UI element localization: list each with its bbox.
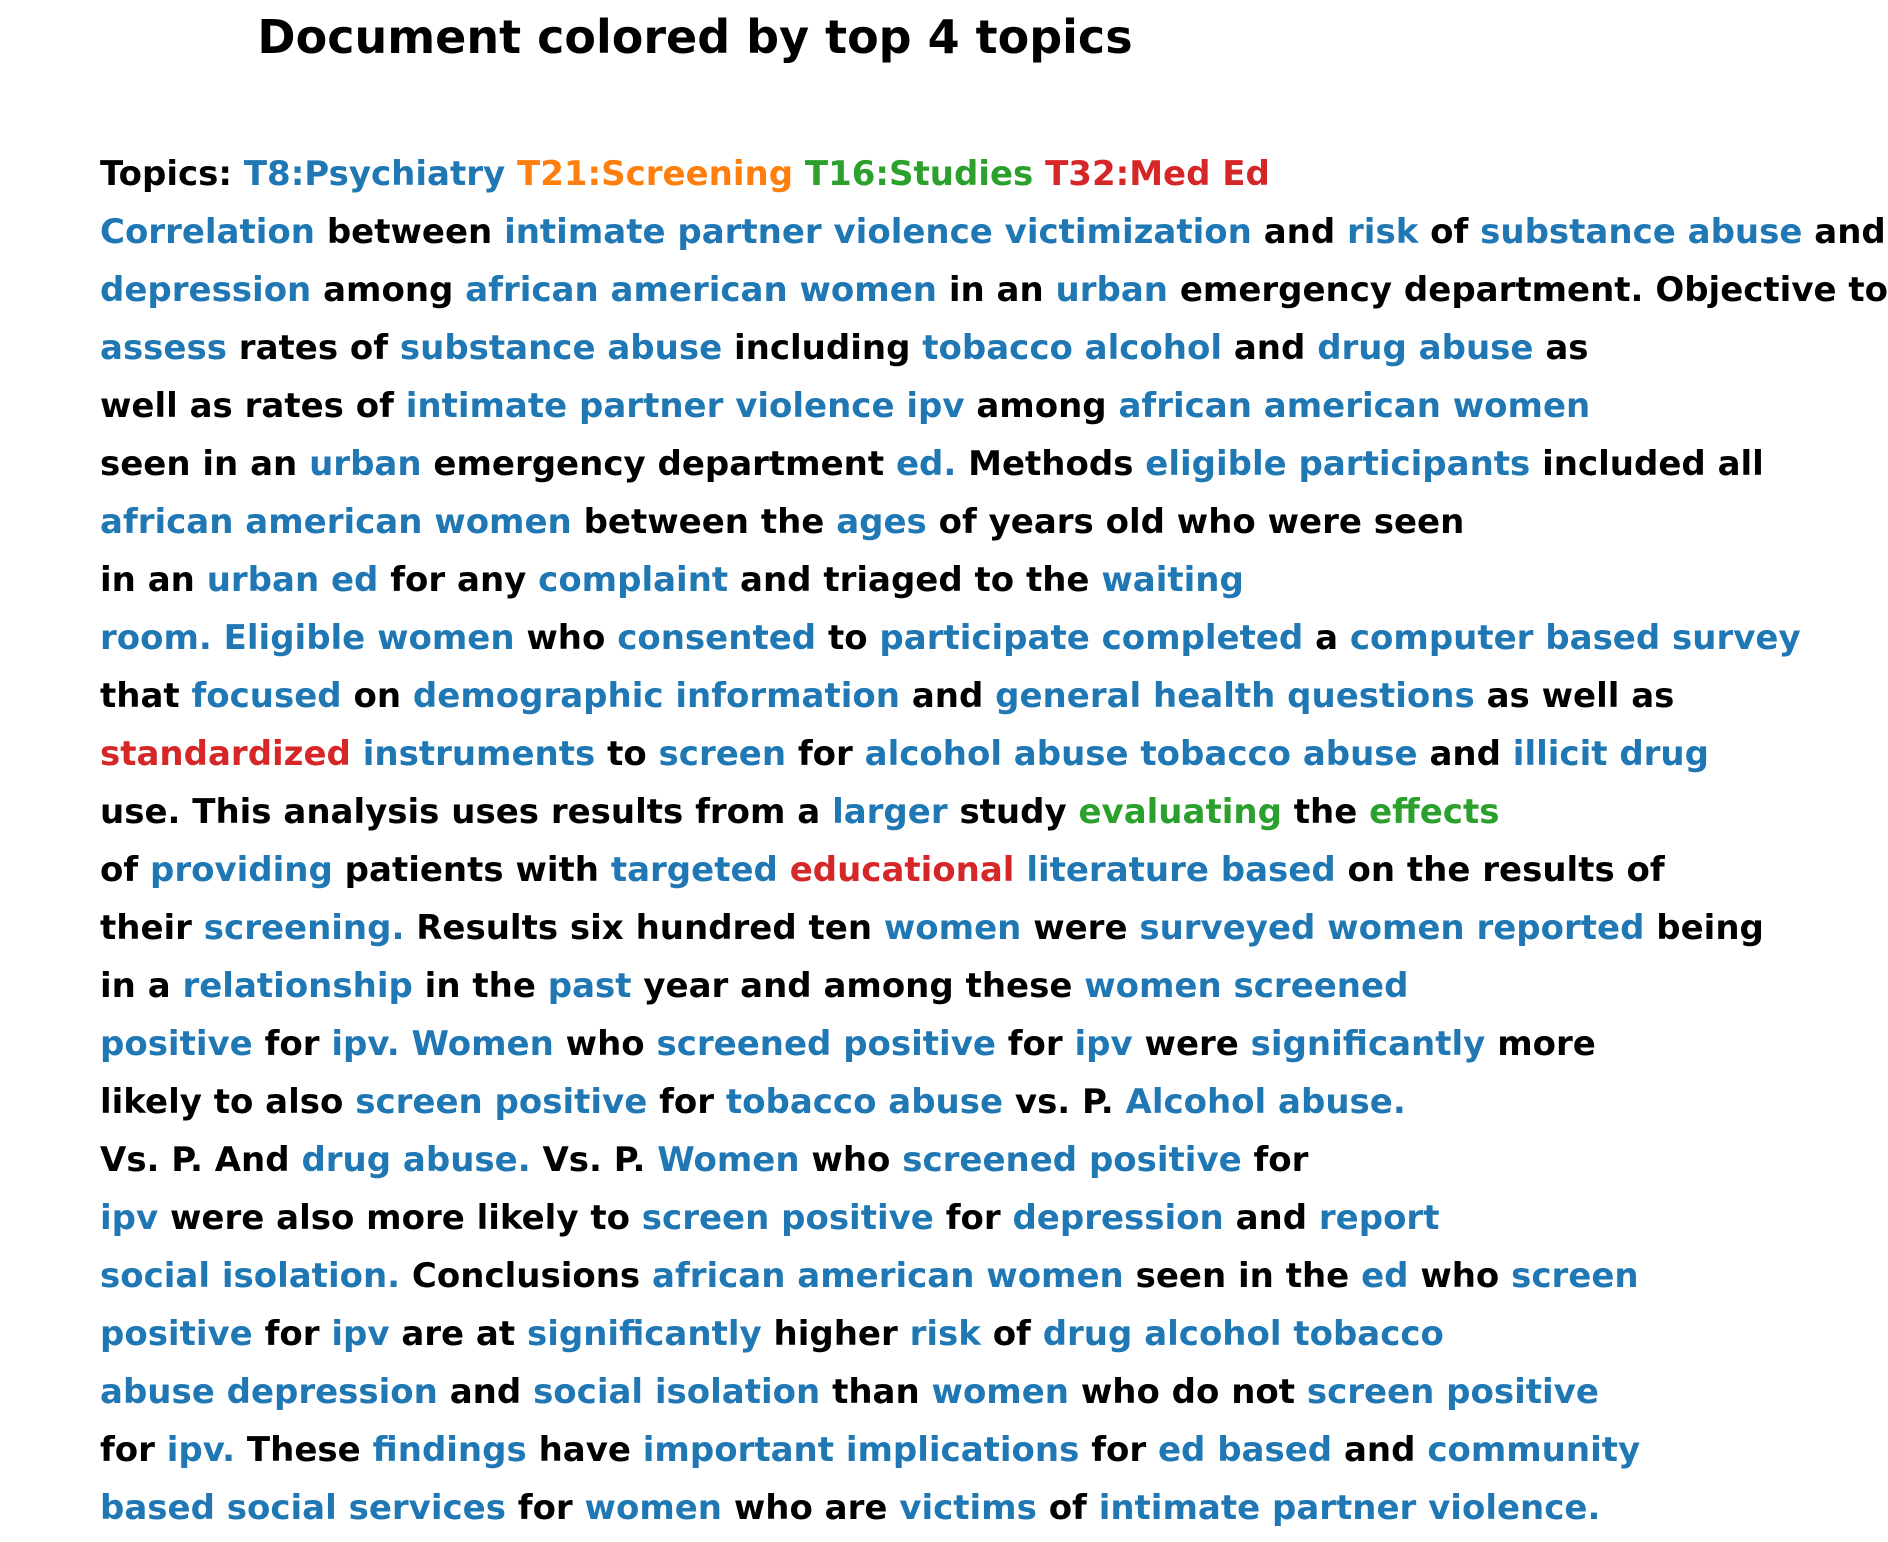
plain-text: to (607, 734, 647, 774)
document-line (100, 551, 1888, 609)
document-line (100, 725, 1888, 783)
plain-text: for (1091, 1430, 1147, 1470)
document-line (100, 1015, 1888, 1073)
topic-word-t8: screen (658, 734, 787, 774)
plain-text: and (1343, 1430, 1416, 1470)
document-line (100, 1247, 1888, 1305)
plain-text: in a (100, 966, 171, 1006)
plain-text: and (1429, 734, 1501, 774)
plain-text: for (100, 1430, 155, 1470)
topic-word-t8: larger (832, 792, 948, 832)
topic-word-t8: african american women (465, 270, 937, 310)
topic-word-t8: Women (657, 1140, 800, 1180)
document-line (100, 1479, 1888, 1537)
topic-word-t8: intimate partner violence victimization (504, 212, 1252, 252)
topic-word-t8: depression (1012, 1198, 1224, 1238)
topic-word-t8: waiting (1101, 560, 1244, 600)
plain-text: were (1144, 1024, 1239, 1064)
plain-text: in the (424, 966, 536, 1006)
plain-text: and (1814, 212, 1886, 252)
plain-text: Results six hundred ten (416, 908, 873, 948)
topic-word-t8: significantly (1250, 1024, 1486, 1064)
document-line (100, 1189, 1888, 1247)
plain-text: for (659, 1082, 715, 1122)
topic-word-t8: screen positive (1306, 1372, 1599, 1412)
plain-text: that (100, 676, 180, 716)
plain-text: who (811, 1140, 891, 1180)
topic-word-t8: computer based survey (1349, 618, 1801, 658)
topic-word-t8: community (1427, 1430, 1641, 1470)
plain-text: Conclusions (411, 1256, 641, 1296)
topic-word-t8: illicit drug (1512, 734, 1709, 774)
plain-text: patients with (344, 850, 599, 890)
topic-word-t8: ed based (1157, 1430, 1333, 1470)
topic-word-t8: based social services (100, 1488, 506, 1528)
document-line (100, 957, 1888, 1015)
topics-label: Topics: (100, 154, 233, 194)
topic-word-t8: complaint (538, 560, 729, 600)
plain-text: for (1007, 1024, 1063, 1064)
topic-word-t8: risk (1347, 212, 1419, 252)
topic-word-t8: room. Eligible women (100, 618, 515, 658)
plain-text: of (1430, 212, 1469, 252)
plain-text: as well as (1486, 676, 1675, 716)
topic-word-t8: tobacco alcohol (922, 328, 1222, 368)
topic-word-t8: african american women (100, 502, 572, 542)
document-line (100, 899, 1888, 957)
topic-word-t8: urban ed (206, 560, 379, 600)
plain-text: seen in the (1135, 1256, 1350, 1296)
plain-text: as (1545, 328, 1589, 368)
document-line (100, 1305, 1888, 1363)
plain-text: have (538, 1430, 631, 1470)
document-line (100, 319, 1888, 377)
plain-text: were also more likely to (170, 1198, 630, 1238)
plain-text: among (976, 386, 1107, 426)
topic-word-t8: general health questions (995, 676, 1475, 716)
plain-text: on the results of (1347, 850, 1665, 890)
document-line (100, 1421, 1888, 1479)
document-line (100, 261, 1888, 319)
plain-text: between (326, 212, 493, 252)
plain-text: likely to also (100, 1082, 344, 1122)
plain-text: more (1497, 1024, 1596, 1064)
topic-word-t8: women (931, 1372, 1069, 1412)
topic-word-t8: consented (617, 618, 817, 658)
document-line (100, 377, 1888, 435)
topic-word-t8: literature based (1026, 850, 1336, 890)
plain-text: emergency department. Objective to (1179, 270, 1888, 310)
plain-text: for (264, 1024, 320, 1064)
plain-text: rates of (238, 328, 389, 368)
plain-text: of (100, 850, 139, 890)
topic-word-t8: eligible participants (1145, 444, 1531, 484)
plain-text: for (797, 734, 853, 774)
plain-text: in an (100, 560, 195, 600)
plain-text: of (1048, 1488, 1087, 1528)
topic-word-t8: participate completed (879, 618, 1304, 658)
topic-word-t8: drug alcohol tobacco (1042, 1314, 1444, 1354)
topic-word-t8: risk (909, 1314, 981, 1354)
plain-text: in an (948, 270, 1044, 310)
topic-word-t8: african american women (1118, 386, 1591, 426)
plain-text: These (246, 1430, 361, 1470)
topic-word-t8: urban (1055, 270, 1168, 310)
topic-word-t8: tobacco abuse (725, 1082, 1004, 1122)
topic-word-t8: findings (372, 1430, 527, 1470)
plain-text: were (1033, 908, 1128, 948)
topic-word-t8: drug abuse (1317, 328, 1534, 368)
topic-word-t8: intimate partner violence ipv (405, 386, 965, 426)
plain-text: the (1293, 792, 1358, 832)
document-line (100, 203, 1888, 261)
document-line (100, 1363, 1888, 1421)
topic-word-t8: ipv. (166, 1430, 236, 1470)
topic-word-t8: report (1318, 1198, 1440, 1238)
plain-text: who (565, 1024, 645, 1064)
plain-text: being (1656, 908, 1764, 948)
topic-word-t8: ed. (895, 444, 957, 484)
document-line (100, 1131, 1888, 1189)
plain-text: higher (773, 1314, 898, 1354)
plain-text: to (827, 618, 868, 658)
topic-word-t8: important implications (642, 1430, 1080, 1470)
topic-word-t8: social isolation. (100, 1256, 401, 1296)
plain-text: emergency department (433, 444, 885, 484)
document-line (100, 435, 1888, 493)
plain-text: use. This analysis uses results from a (100, 792, 821, 832)
topic-word-t8: demographic information (412, 676, 900, 716)
topic-word-t8: african american women (652, 1256, 1124, 1296)
plain-text: Methods (968, 444, 1134, 484)
plain-text: are at (401, 1314, 516, 1354)
topic-word-t16: effects (1369, 792, 1500, 832)
document-line (100, 493, 1888, 551)
topic-word-t8: past (547, 966, 632, 1006)
topic-word-t8: focused (191, 676, 342, 716)
plain-text: of years old who were seen (938, 502, 1465, 542)
document-line (100, 667, 1888, 725)
topic-word-t8: women screened (1084, 966, 1409, 1006)
plain-text: well as rates of (100, 386, 394, 426)
plain-text: their (100, 908, 192, 948)
topic-word-t32: educational (789, 850, 1015, 890)
topic-word-t8: providing (150, 850, 333, 890)
topic-word-t8: ages (836, 502, 927, 542)
document-text (100, 203, 1888, 1537)
topic-word-t8: screen positive (355, 1082, 648, 1122)
topic-word-t8: ed (1361, 1256, 1409, 1296)
plain-text: between the (583, 502, 825, 542)
plain-text: vs. P. (1014, 1082, 1114, 1122)
plain-text: who are (733, 1488, 888, 1528)
plain-text: including (734, 328, 911, 368)
plain-text: Vs. P. And (100, 1140, 290, 1180)
topic-word-t8: relationship (182, 966, 413, 1006)
topic-word-t8: Alcohol abuse. (1125, 1082, 1406, 1122)
topic-word-t8: women (883, 908, 1022, 948)
topic-legend-t21: T21:Screening (517, 154, 794, 194)
plain-text: who (1420, 1256, 1500, 1296)
topic-word-t8: victims (899, 1488, 1037, 1528)
topic-word-t8: substance abuse (1480, 212, 1803, 252)
topic-word-t32: standardized (100, 734, 351, 774)
plain-text: of (992, 1314, 1031, 1354)
plain-text: and (1233, 328, 1306, 368)
plain-text: and (1235, 1198, 1308, 1238)
plain-text: and (1263, 212, 1336, 252)
topic-word-t8: alcohol abuse tobacco abuse (864, 734, 1418, 774)
topic-word-t8: positive (100, 1024, 253, 1064)
topics-legend (100, 145, 1888, 203)
plain-text: for (1253, 1140, 1309, 1180)
topic-word-t8: urban (309, 444, 422, 484)
plain-text: and (911, 676, 984, 716)
topics-legend-items (244, 154, 1270, 194)
topic-word-t8: instruments (362, 734, 596, 774)
plain-text: study (959, 792, 1067, 832)
topic-word-t8: assess (100, 328, 227, 368)
topic-word-t8: social isolation (533, 1372, 821, 1412)
topic-word-t8: screened positive (656, 1024, 996, 1064)
topic-word-t8: ipv. Women (331, 1024, 554, 1064)
plain-text: for any (390, 560, 527, 600)
topic-legend-t16: T16:Studies (804, 154, 1034, 194)
topic-legend-t32: T32:Med Ed (1045, 154, 1270, 194)
topic-word-t8: substance abuse (399, 328, 723, 368)
topic-word-t8: ipv (100, 1198, 159, 1238)
document-body (100, 145, 1888, 1537)
topic-word-t8: women (584, 1488, 723, 1528)
topic-word-t8: surveyed women reported (1139, 908, 1645, 948)
topic-word-t8: screening. (203, 908, 405, 948)
plain-text: year and among these (643, 966, 1073, 1006)
plain-text: who do not (1080, 1372, 1296, 1412)
topic-word-t8: targeted (610, 850, 778, 890)
topic-word-t16: evaluating (1078, 792, 1282, 832)
plain-text: who (526, 618, 606, 658)
plain-text: for (945, 1198, 1001, 1238)
plain-text: on (353, 676, 402, 716)
plain-text: for (264, 1314, 320, 1354)
plain-text: a (1315, 618, 1339, 658)
plain-text: for (517, 1488, 573, 1528)
plain-text: included all (1542, 444, 1764, 484)
plain-text: among (323, 270, 454, 310)
topic-word-t8: Correlation (100, 212, 315, 252)
topic-word-t8: abuse depression (100, 1372, 438, 1412)
topic-word-t8: depression (100, 270, 312, 310)
topic-word-t8: positive (100, 1314, 253, 1354)
topic-word-t8: screen positive (641, 1198, 934, 1238)
page-title: Document colored by top 4 topics (257, 10, 1133, 64)
topic-word-t8: screened positive (902, 1140, 1242, 1180)
plain-text: Vs. P. (542, 1140, 646, 1180)
topic-word-t8: significantly (526, 1314, 762, 1354)
topic-word-t8: drug abuse. (301, 1140, 531, 1180)
document-line (100, 783, 1888, 841)
plain-text: and (449, 1372, 522, 1412)
topic-word-t8: screen (1511, 1256, 1639, 1296)
plain-text: seen in an (100, 444, 298, 484)
document-line (100, 841, 1888, 899)
topic-word-t8: ipv (1074, 1024, 1133, 1064)
topic-legend-t8: T8:Psychiatry (243, 154, 506, 194)
plain-text: than (832, 1372, 920, 1412)
plain-text: and triaged to the (740, 560, 1090, 600)
document-line (100, 609, 1888, 667)
topic-word-t8: ipv (331, 1314, 390, 1354)
topic-word-t8: intimate partner violence. (1098, 1488, 1601, 1528)
document-line (100, 1073, 1888, 1131)
